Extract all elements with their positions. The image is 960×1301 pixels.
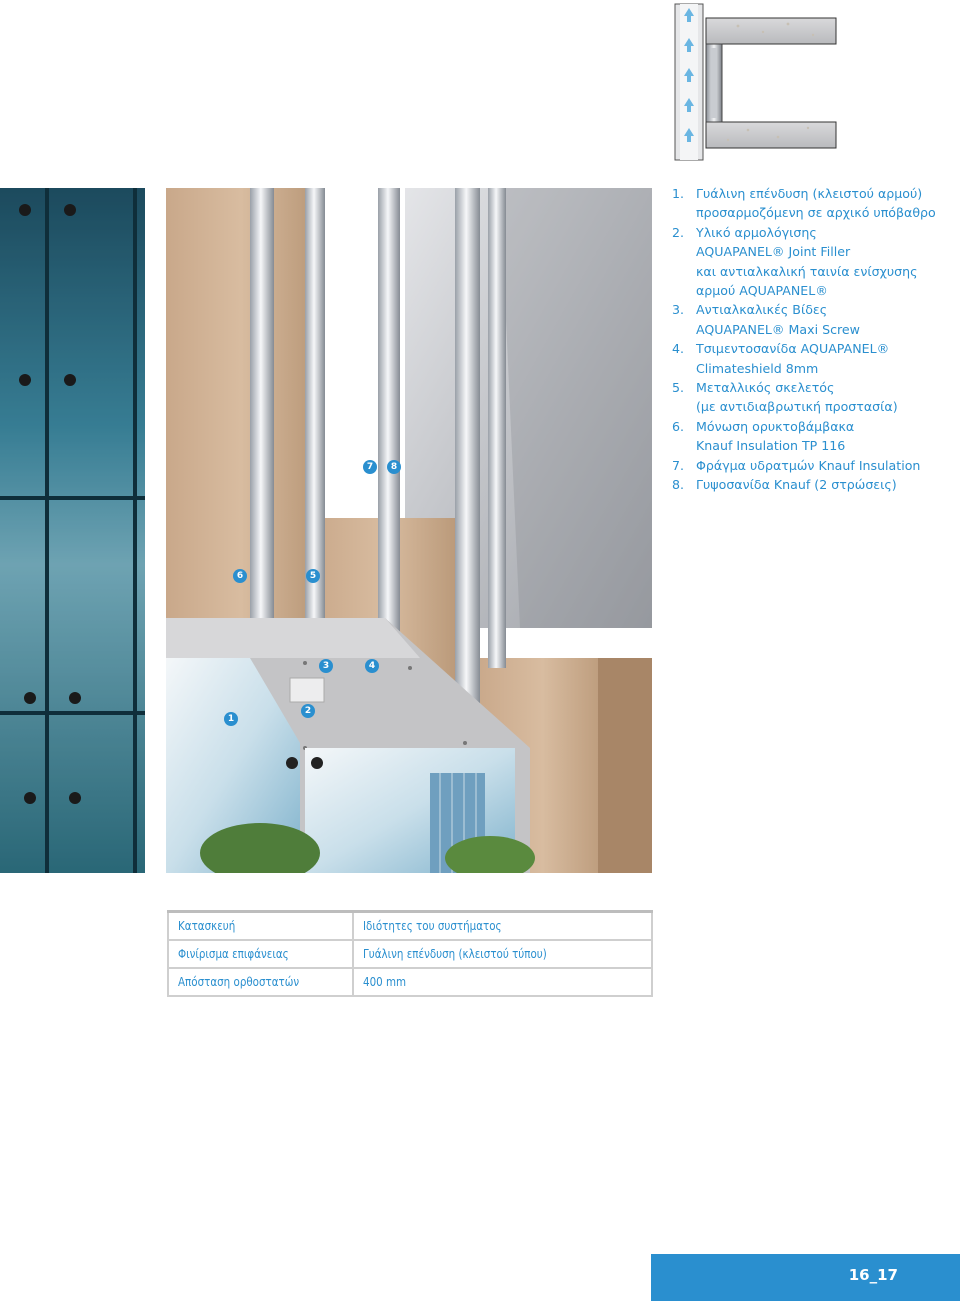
- legend-number: 5.: [672, 380, 685, 396]
- legend-item-3: 3. Αντιαλκαλικές Βίδες AQUAPANEL® Maxi Screw: [672, 300, 960, 339]
- table-header-cell: Κατασκευή: [168, 912, 353, 941]
- table-cell: Φινίρισμα επιφάνειας: [168, 940, 353, 968]
- page-number-box: [651, 1254, 960, 1301]
- marker-5: 5: [306, 569, 320, 583]
- table-header-cell: Ιδιότητες του συστήματος: [353, 912, 652, 941]
- legend-item-4: 4. Τσιμεντοσανίδα AQUAPANEL® Climateshield 8mm: [672, 339, 960, 378]
- marker-3: 3: [319, 659, 333, 673]
- table-row: [168, 968, 652, 996]
- system-properties-table: [167, 910, 653, 997]
- marker-6: 6: [233, 569, 247, 583]
- joint-detail-diagram: [668, 2, 840, 162]
- marker-8: 8: [387, 460, 401, 474]
- marker-4: 4: [365, 659, 379, 673]
- legend-number: 3.: [672, 302, 685, 318]
- wall-system-illustration: [0, 188, 652, 873]
- legend-number: 1.: [672, 186, 685, 201]
- legend-item-6: 6. Μόνωση ορυκτοβάμβακα Knauf Insulation TP 116: [672, 417, 960, 456]
- legend-item-5: 5. Μεταλλικός σκελετός (με αντιδιαβρωτική προστασία): [672, 378, 960, 417]
- component-legend: [672, 184, 960, 495]
- legend-item-2: 2. Υλικό αρμολόγισης AQUAPANEL® Joint Filler και αντιαλκαλική ταινία ενίσχυσης αρμού AQUAPANEL®: [672, 223, 960, 301]
- legend-number: 6.: [672, 418, 685, 434]
- legend-number: 2.: [672, 224, 685, 240]
- legend-number: 8.: [672, 477, 685, 493]
- legend-item-8: 8. Γυψοσανίδα Knauf (2 στρώσεις): [672, 475, 960, 494]
- page-number: 16_17: [848, 1266, 898, 1284]
- table-row: [168, 940, 652, 968]
- legend-item-1: 1. Γυάλινη επένδυση (κλειστού αρμού) προσαρμοζόμενη σε αρχικό υπόβαθρο: [672, 184, 960, 223]
- marker-7: 7: [363, 460, 377, 474]
- legend-number: 7.: [672, 457, 685, 473]
- table-cell: Απόσταση ορθοστατών: [168, 968, 353, 996]
- table-cell: 400 mm: [353, 968, 652, 996]
- marker-2: 2: [301, 704, 315, 718]
- legend-number: 4.: [672, 341, 685, 357]
- table-header-row: [168, 912, 652, 941]
- marker-1: 1: [224, 712, 238, 726]
- table-cell: Γυάλινη επένδυση (κλειστού τύπου): [353, 940, 652, 968]
- legend-item-7: 7. Φράγμα υδρατμών Knauf Insulation: [672, 456, 960, 475]
- wall-section-render: [0, 188, 652, 873]
